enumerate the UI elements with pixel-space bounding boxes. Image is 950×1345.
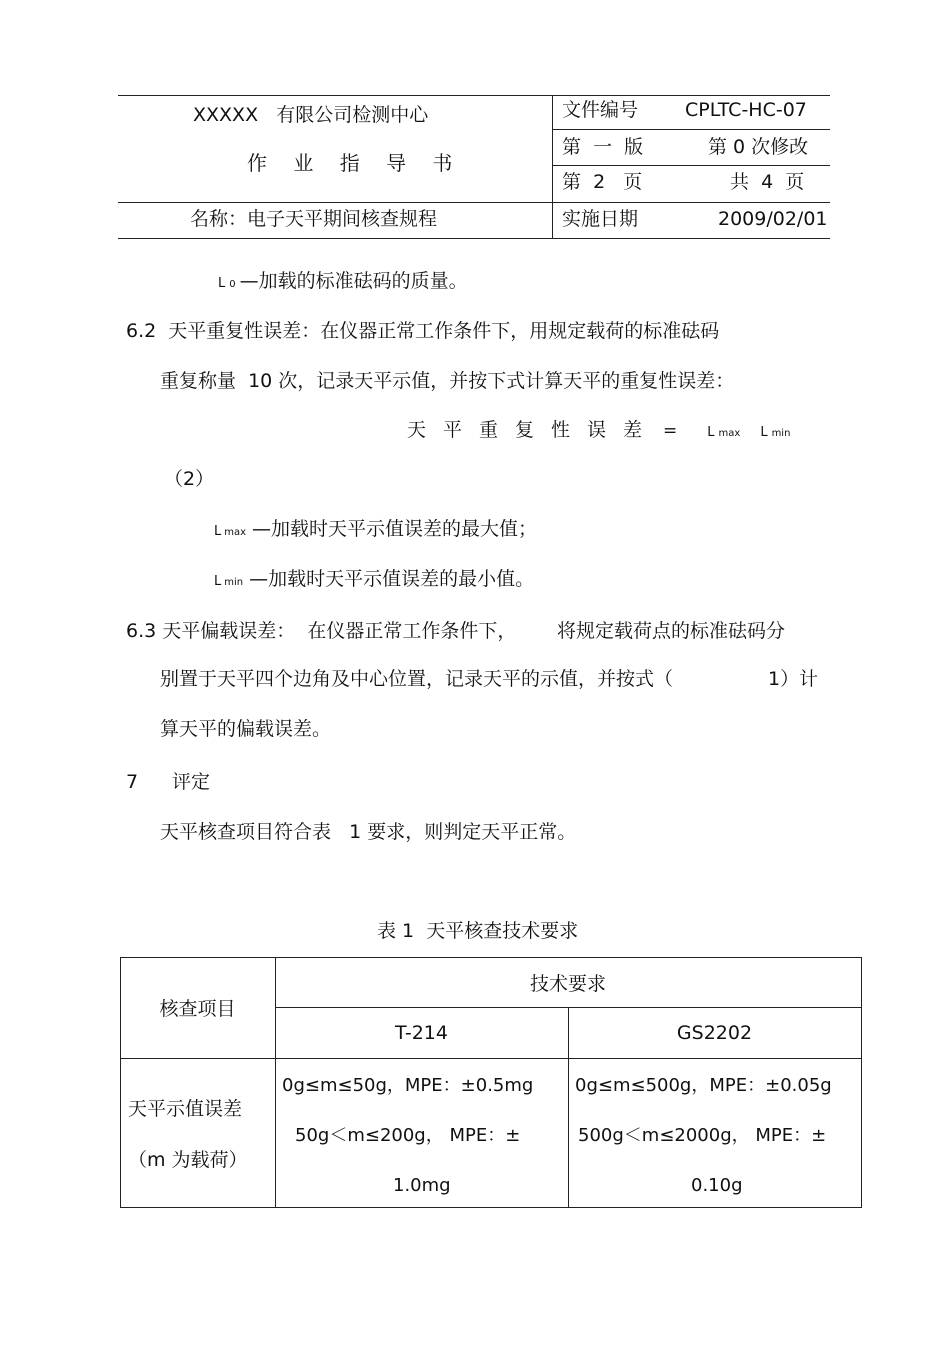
- section-6-3-line3: 算天平的偏载误差。: [160, 718, 332, 740]
- lmin-def-symbol: L: [214, 574, 222, 589]
- formula-text: 天平重复性误差: [407, 419, 660, 441]
- table-bottom-rule: [120, 1207, 861, 1208]
- header-tech-requirement: 技术要求: [529, 972, 606, 995]
- gs-spec-line2: 500g＜m≤2000g， MPE：±: [578, 1125, 827, 1146]
- file-no-label: 文件编号: [562, 99, 639, 121]
- section-6-2-line2: 重复称量 10 次，记录天平示值，并按下式计算天平的重复性误差：: [160, 370, 735, 392]
- section-6-2-line1: 6.2 天平重复性误差：在仪器正常工作条件下，用规定载荷的标准砝码: [126, 320, 720, 342]
- row-item-line2: （m 为载荷）: [128, 1149, 248, 1171]
- lmax-def-symbol: L: [214, 524, 222, 539]
- lmax-description: —加载时天平示值误差的最大值；: [252, 518, 538, 540]
- header-check-item: 核查项目: [159, 998, 236, 1020]
- section-7-title: 评定: [172, 771, 211, 793]
- l0-description: —加载的标准砝码的质量。: [239, 270, 468, 292]
- header-right-rule-2: [552, 165, 830, 166]
- lmin-definition: [214, 570, 534, 589]
- header-divider: [552, 95, 553, 239]
- lmax-subscript: max: [718, 428, 741, 439]
- t214-spec-line1: 0g≤m≤50g，MPE：±0.5mg: [282, 1075, 534, 1096]
- section-6-3-line1a: 6.3 天平偏载误差： 在仪器正常工作条件下，: [126, 620, 517, 642]
- l0-symbol: L: [218, 276, 226, 291]
- lmin-description: —加载时天平示值误差的最小值。: [249, 568, 535, 590]
- company-name: XXXXX 有限公司检测中心: [193, 104, 429, 126]
- section-6-3-line2b: 1）计: [768, 668, 819, 690]
- gs-spec-line3: 0.10g: [691, 1175, 743, 1196]
- edition: 第 一 版: [562, 136, 644, 158]
- header-top-rule: [118, 95, 830, 96]
- header-model-t214: T-214: [395, 1021, 448, 1044]
- page-number: 第 2 页: [562, 171, 643, 193]
- file-no-value: CPLTC-HC-07: [685, 99, 807, 121]
- procedure-name: 名称：电子天平期间核查规程: [190, 208, 438, 230]
- formula: [407, 421, 790, 440]
- formula-number: （2）: [164, 468, 215, 490]
- table-right-rule: [861, 957, 862, 1208]
- l0-subscript: 0: [229, 279, 236, 290]
- lmax-symbol: L: [707, 425, 715, 440]
- header-bottom-rule: [118, 238, 830, 239]
- lmax-definition: [214, 520, 537, 539]
- header-model-gs2202: GS2202: [676, 1021, 753, 1044]
- header-mid-rule: [118, 202, 830, 203]
- section-7-text: 天平核查项目符合表 1 要求，则判定天平正常。: [160, 821, 577, 843]
- doc-type-title: 作 业 指 导 书: [247, 151, 463, 175]
- table-header-bottom-rule: [120, 1058, 861, 1059]
- row-item-line1: 天平示值误差: [128, 1098, 243, 1120]
- lmin-def-subscript: min: [224, 577, 244, 588]
- header-right-rule-1: [552, 129, 830, 130]
- lmin-symbol: L: [760, 425, 768, 440]
- section-6-3-line1b: 将规定载荷点的标准砝码分: [557, 620, 786, 642]
- revision: 第 0 次修改: [708, 136, 809, 158]
- l0-definition: [218, 272, 468, 291]
- section-7-number: 7: [126, 771, 139, 793]
- section-6-3-line2a: 别置于天平四个边角及中心位置，记录天平的示值，并按式（: [160, 668, 674, 690]
- impl-date-value: 2009/02/01: [718, 208, 828, 230]
- formula-equals: =: [663, 421, 678, 441]
- table-caption: 表 1 天平核查技术要求: [377, 920, 579, 942]
- total-pages: 共 4 页: [730, 171, 805, 193]
- impl-date-label: 实施日期: [562, 208, 639, 230]
- gs-spec-line1: 0g≤m≤500g，MPE：±0.05g: [575, 1075, 832, 1096]
- lmax-def-subscript: max: [224, 527, 247, 538]
- lmin-subscript: min: [771, 428, 791, 439]
- t214-spec-line2: 50g＜m≤200g， MPE：±: [295, 1125, 521, 1146]
- t214-spec-line3: 1.0mg: [393, 1175, 451, 1196]
